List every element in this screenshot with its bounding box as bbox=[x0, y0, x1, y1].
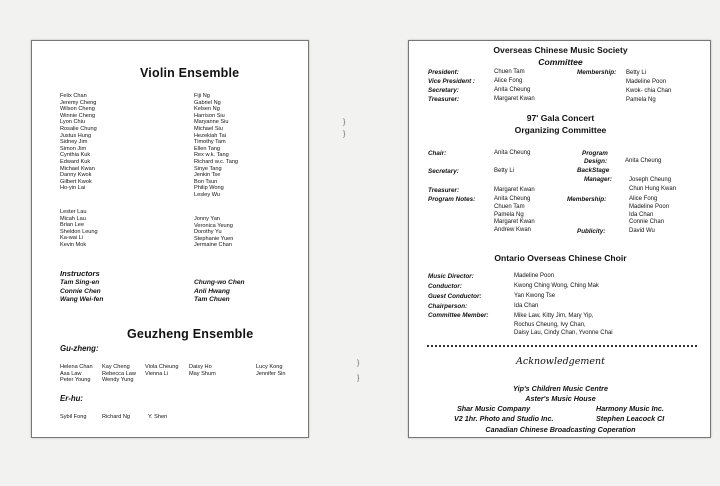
violinist-name: Kelsen Ng bbox=[194, 106, 220, 113]
violinist-name: Dorothy Yu bbox=[194, 229, 222, 236]
violinist-name: Philip Wong bbox=[194, 185, 224, 192]
program-design-label-1: Program bbox=[582, 150, 608, 157]
margin-bracket: } bbox=[357, 375, 360, 382]
guzheng-player-name: Lucy Kong bbox=[256, 364, 283, 370]
chairperson-label: Chairperson: bbox=[428, 303, 468, 310]
program-notes-name: Andrew Kwan bbox=[494, 227, 532, 234]
guzheng-player-name: Helena Chan bbox=[60, 364, 93, 370]
secretary-label: Secretary: bbox=[428, 87, 459, 94]
guzheng-column bbox=[256, 364, 286, 377]
instructor-name: Tam Sing-en bbox=[60, 279, 100, 286]
instructor-name: Chung-wo Chen bbox=[194, 279, 245, 286]
violinist-name: Michael Kwan bbox=[60, 165, 95, 172]
violinist-name: Maryanne Siu bbox=[194, 119, 229, 126]
violinist-name: Michael Siu bbox=[194, 125, 223, 132]
violinist-name: Lesley Wu bbox=[194, 191, 221, 198]
membership-name: Madeline Poon bbox=[626, 79, 667, 85]
program-design-value: Anita Cheung bbox=[625, 158, 662, 164]
org-secretary-label: Secretary: bbox=[428, 168, 459, 175]
guest-conductor-value: Yan Kwong Tse bbox=[514, 293, 556, 299]
committee-member-names: Daisy Lau, Cindy Chan, Yvonne Chai bbox=[514, 330, 613, 336]
vice-president-label: Vice President : bbox=[428, 78, 476, 85]
treasurer-label: Treasurer: bbox=[428, 96, 460, 103]
instructor-name: Anli Hwang bbox=[194, 287, 230, 295]
violinist-name: Cynthia Kuk bbox=[60, 152, 91, 159]
membership-name: Alice Fong bbox=[629, 196, 658, 202]
violinist-name: Timothy Tam bbox=[194, 139, 226, 146]
program-notes-name: Pamela Ng bbox=[494, 211, 524, 218]
membership-name: Ida Chan bbox=[629, 211, 654, 218]
violinist-name: Winnie Cheng bbox=[60, 112, 96, 119]
chair-value: Anita Cheung bbox=[494, 150, 531, 156]
committee-member-names: Rochus Cheung, Ivy Chan, bbox=[514, 321, 586, 328]
publicity-value: David Wu bbox=[629, 228, 655, 234]
membership-name: Kwok- chia Chan bbox=[626, 88, 672, 94]
choir-title: Ontario Overseas Chinese Choir bbox=[494, 253, 627, 263]
music-director-value: Madeline Poon bbox=[514, 273, 555, 279]
ack-right: Stephen Leacock CI bbox=[596, 414, 665, 423]
dotted-divider bbox=[427, 345, 697, 347]
guzheng-player-name: Rebecca Law bbox=[102, 370, 136, 377]
violinist-name: Simon Jim bbox=[60, 145, 87, 152]
violinist-name: Wilson Cheng bbox=[60, 106, 95, 113]
guzheng-player-name: Daisy Ho bbox=[189, 364, 212, 370]
violinist-name: Sheldon Leung bbox=[60, 228, 98, 235]
erhu-name: Sybil Fong bbox=[60, 414, 87, 420]
violinist-name: Veronica Yeung bbox=[194, 222, 233, 229]
president-label: President: bbox=[428, 69, 459, 76]
ack-line: Yip's Children Music Centre bbox=[513, 384, 608, 393]
instructors-label: Instructors bbox=[60, 269, 100, 278]
program-left-page bbox=[31, 40, 309, 438]
violinist-name: Jenkin Tse bbox=[194, 172, 221, 179]
ack-left: V2 1hr. Photo and Studio Inc. bbox=[454, 414, 554, 423]
violinist-name: Kevin Mok bbox=[60, 241, 87, 248]
conductor-value: Kwong Ching Wong, Ching Mak bbox=[514, 283, 599, 289]
committee-member-values bbox=[514, 312, 613, 338]
guzheng-column bbox=[189, 364, 216, 377]
violinist-name: Ka-wai Li bbox=[60, 235, 84, 242]
ack-left: Shar Music Company bbox=[457, 404, 531, 413]
violinist-name: Lester Lau bbox=[60, 209, 87, 215]
instructor-name: Wang Wei-fen bbox=[60, 296, 104, 303]
margin-bracket: } bbox=[343, 131, 346, 138]
program-notes-values bbox=[494, 196, 535, 235]
membership-name: Betty Li bbox=[626, 70, 647, 76]
treasurer-value: Margaret Kwan bbox=[494, 96, 535, 102]
violinist-name: Micah Lau bbox=[60, 215, 86, 222]
violinist-name: Edward Kuk bbox=[60, 158, 91, 165]
backstage-label-1: BackStage bbox=[577, 167, 610, 174]
violinist-name: Gabriel Ng bbox=[194, 99, 221, 106]
org-membership-values bbox=[629, 196, 669, 227]
ack-line: Aster's Music House bbox=[525, 394, 596, 403]
vice-president-value: Alice Fong bbox=[494, 78, 523, 84]
backstage-name: Chun Hung Kwan bbox=[629, 186, 677, 192]
guzheng-player-name: Asa Law bbox=[60, 370, 82, 377]
backstage-label-2: Manager: bbox=[584, 176, 612, 183]
guzheng-player-name: Vienna Li bbox=[145, 370, 169, 377]
committee-member-label: Committee Member: bbox=[428, 312, 489, 319]
guzheng-label: Gu-zheng: bbox=[60, 344, 99, 353]
margin-bracket: } bbox=[343, 119, 346, 126]
society-title: Overseas Chinese Music Society bbox=[493, 45, 628, 55]
ack-line: Canadian Chinese Broadcasting Coperation bbox=[485, 425, 636, 434]
organizing-committee-title: Organizing Committee bbox=[514, 125, 607, 135]
guzheng-player-name: Wendy Yung bbox=[102, 377, 134, 384]
program-notes-label: Program Notes: bbox=[428, 196, 476, 203]
guzheng-player-name: May Shum bbox=[189, 370, 216, 377]
violinist-name: Jermaine Chan bbox=[194, 242, 232, 249]
instructors-column-1 bbox=[60, 279, 103, 305]
guest-conductor-label: Guest Conductor: bbox=[428, 293, 482, 300]
guzheng-column bbox=[102, 364, 136, 384]
ack-right: Harmony Music Inc. bbox=[596, 404, 664, 413]
violinist-name: Rex w.k. Tang bbox=[194, 152, 229, 159]
publicity-label: Publicity: bbox=[577, 228, 606, 235]
program-notes-name: Anita Cheung bbox=[494, 196, 531, 202]
violinist-name: Lyon Chiu bbox=[60, 119, 85, 126]
membership-name: Pamela Ng bbox=[626, 97, 656, 103]
geuzheng-ensemble-title: Geuzheng Ensemble bbox=[127, 327, 254, 341]
president-value: Chuen Tam bbox=[494, 69, 525, 75]
violinist-name: Danny Kwok bbox=[60, 172, 92, 179]
violin-ensemble-title: Violin Ensemble bbox=[140, 66, 240, 80]
program-notes-name: Chuen Tam bbox=[494, 203, 525, 210]
violinist-name: Ho-yin Lai bbox=[60, 185, 86, 192]
program-design-label-2: Design: bbox=[584, 158, 608, 165]
erhu-label: Er-hu: bbox=[60, 394, 83, 403]
violinist-name: Hezekiah Tai bbox=[194, 132, 226, 139]
secretary-value: Anita Cheung bbox=[494, 87, 531, 93]
violin-column-1 bbox=[60, 93, 97, 192]
guzheng-player-name: Viola Cheung bbox=[145, 364, 179, 370]
chairperson-value: Ida Chan bbox=[514, 303, 539, 309]
violin-column-2b bbox=[194, 216, 233, 249]
margin-bracket: } bbox=[357, 360, 360, 367]
guzheng-player-name: Kay Cheng bbox=[102, 364, 130, 370]
violinist-name: Gilbert Kwok bbox=[60, 178, 92, 185]
violinist-name: Ellen Tang bbox=[194, 145, 221, 152]
gala-concert-title: 97' Gala Concert bbox=[526, 113, 595, 123]
violinist-name: Rosalie Chung bbox=[60, 125, 97, 132]
guzheng-column bbox=[145, 364, 179, 377]
violinist-name: Richard w.c. Tang bbox=[194, 158, 239, 165]
committee-membership-label: Membership: bbox=[577, 69, 617, 76]
program-notes-name: Margaret Kwan bbox=[494, 219, 535, 226]
chair-label: Chair: bbox=[428, 150, 447, 157]
violinist-name: Jonny Yan bbox=[194, 216, 220, 222]
membership-name: Connie Chan bbox=[629, 219, 665, 226]
guzheng-player-name: Peter Young bbox=[60, 377, 91, 384]
violinist-name: Stephanie Yuen bbox=[194, 235, 234, 242]
acknowledgement-title: Acknowledgement bbox=[516, 356, 605, 367]
violinist-name: Jeremy Cheng bbox=[60, 99, 97, 106]
instructor-name: Connie Chen bbox=[60, 287, 101, 295]
violinist-name: Justus Hung bbox=[60, 132, 92, 139]
backstage-values bbox=[629, 176, 676, 194]
violinist-name: Fiji Ng bbox=[194, 93, 210, 99]
erhu-name: Richard Ng bbox=[102, 414, 130, 420]
violinist-name: Bon Tsun bbox=[194, 178, 218, 185]
committee-membership-values bbox=[626, 69, 671, 105]
instructor-name: Tam Chuen bbox=[194, 296, 230, 303]
violinist-name: Sinye Tang bbox=[194, 165, 222, 172]
music-director-label: Music Director: bbox=[428, 273, 474, 280]
committee-title: Committee bbox=[538, 57, 583, 67]
org-treasurer-label: Treasurer: bbox=[428, 187, 460, 194]
conductor-label: Conductor: bbox=[428, 283, 462, 290]
committee-member-names: Mike Law, Kitty Jim, Mary Yip, bbox=[514, 313, 594, 319]
violinist-name: Harrison Siu bbox=[194, 112, 225, 119]
guzheng-player-name: Jennifer Sin bbox=[256, 370, 286, 377]
org-secretary-value: Betty Li bbox=[494, 168, 515, 174]
violin-column-1b bbox=[60, 209, 98, 249]
violin-column-2 bbox=[194, 93, 238, 199]
violinist-name: Felix Chan bbox=[60, 93, 87, 99]
backstage-name: Joseph Cheung bbox=[629, 177, 672, 183]
membership-name: Madeline Poon bbox=[629, 203, 670, 210]
guzheng-column bbox=[60, 364, 93, 384]
violinist-name: Sidney Jim bbox=[60, 139, 88, 146]
org-treasurer-value: Margaret Kwan bbox=[494, 187, 535, 193]
erhu-name: Y. Shen bbox=[148, 414, 168, 420]
program-right-page bbox=[408, 40, 711, 438]
instructors-column-2 bbox=[194, 279, 245, 305]
org-membership-label: Membership: bbox=[567, 196, 607, 203]
violinist-name: Brian Lee bbox=[60, 222, 84, 229]
